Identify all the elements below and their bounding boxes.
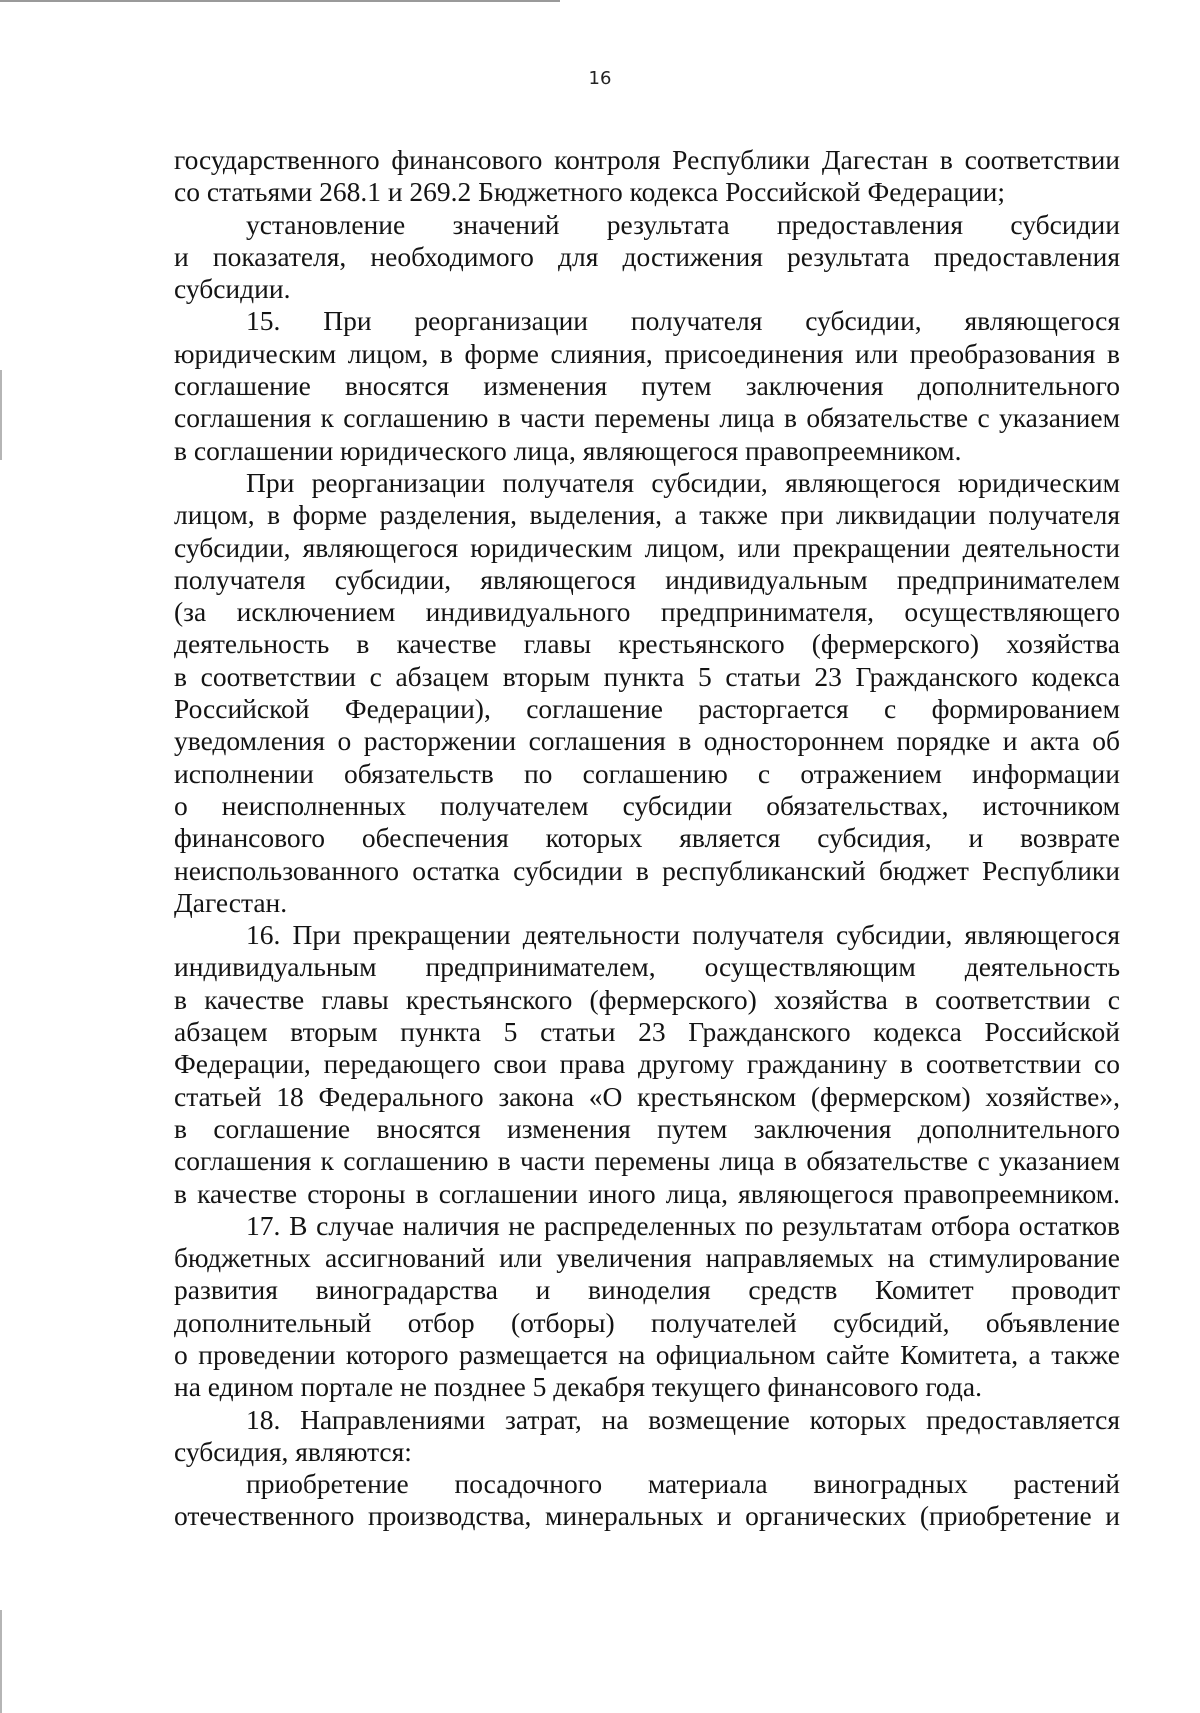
text-line: дополнительный отбор (отборы) получателей субсидий, объявление [174, 1306, 1120, 1338]
text-line: субсидии, являющегося юридическим лицом, или прекращении деятельности [174, 531, 1120, 563]
text-line: государственного финансового контроля Республики Дагестан в соответствии [174, 144, 1120, 175]
text-line: уведомления о расторжении соглашения в одностороннем порядке и акта об [174, 725, 1120, 757]
scan-edge-left-bottom [0, 1610, 2, 1713]
text-line: субсидии. [174, 273, 291, 305]
text-line: в качестве главы крестьянского (фермерского) хозяйства в соответствии с [174, 983, 1120, 1015]
text-line: приобретение посадочного материала виноградных растений [246, 1468, 1120, 1500]
text-line: лицом, в форме разделения, выделения, а также при ликвидации получателя [174, 499, 1120, 531]
text-line: установление значений результата предоставления субсидии [246, 208, 1120, 240]
document-body [174, 144, 1120, 1533]
text-line: о проведении которого размещается на официальном сайте Комитета, а также [174, 1338, 1120, 1370]
text-line: 18. Направлениями затрат, на возмещение которых предоставляется [246, 1403, 1120, 1435]
text-line: бюджетных ассигнований или увеличения направляемых на стимулирование [174, 1242, 1120, 1274]
text-line: субсидия, являются: [174, 1435, 412, 1467]
text-line: финансового обеспечения которых является субсидия, и возврате [174, 822, 1120, 854]
scan-edge-top [0, 0, 560, 2]
text-line: При реорганизации получателя субсидии, являющегося юридическим [246, 466, 1120, 498]
text-line: отечественного производства, минеральных и органических (приобретение и [174, 1500, 1120, 1532]
text-line: получателя субсидии, являющегося индивидуальным предпринимателем [174, 563, 1120, 595]
text-line: деятельность в качестве главы крестьянского (фермерского) хозяйства [174, 628, 1120, 660]
text-line: в соглашение вносятся изменения путем заключения дополнительного [174, 1112, 1120, 1144]
page-number: 16 [588, 68, 612, 89]
text-line: в качестве стороны в соглашении иного лица, являющегося правопреемником. [174, 1177, 1120, 1209]
text-line: соглашения к соглашению в части перемены лица в обязательстве с указанием [174, 402, 1120, 434]
text-line: Дагестан. [174, 886, 288, 918]
text-line: со статьями 268.1 и 269.2 Бюджетного кодекса Российской Федерации; [174, 176, 1005, 208]
text-line: и показателя, необходимого для достижения результата предоставления [174, 240, 1120, 272]
text-line: соглашения к соглашению в части перемены лица в обязательстве с указанием [174, 1145, 1120, 1177]
text-line: исполнении обязательств по соглашению с отражением информации [174, 757, 1120, 789]
text-line: 17. В случае наличия не распределенных по результатам отбора остатков [246, 1209, 1120, 1241]
text-line: абзацем вторым пункта 5 статьи 23 Гражданского кодекса Российской [174, 1016, 1120, 1048]
text-line: на едином портале не позднее 5 декабря текущего финансового года. [174, 1371, 982, 1403]
text-line: в соглашении юридического лица, являющегося правопреемником. [174, 434, 962, 466]
text-line: неиспользованного остатка субсидии в республиканский бюджет Республики [174, 854, 1120, 886]
text-line: юридическим лицом, в форме слияния, присоединения или преобразования в [174, 337, 1120, 369]
text-line: развития виноградарства и виноделия средств Комитет проводит [174, 1274, 1120, 1306]
scan-edge-left [0, 370, 2, 460]
text-line: о неисполненных получателем субсидии обязательствах, источником [174, 789, 1120, 821]
text-line: статьей 18 Федерального закона «О крестьянском (фермерском) хозяйстве», [174, 1080, 1120, 1112]
text-line: в соответствии с абзацем вторым пункта 5 статьи 23 Гражданского кодекса [174, 660, 1120, 692]
text-line: 15. При реорганизации получателя субсидии, являющегося [246, 305, 1120, 337]
text-line: (за исключением индивидуального предпринимателя, осуществляющего [174, 596, 1120, 628]
text-line: Федерации, передающего свои права другому гражданину в соответствии со [174, 1048, 1120, 1080]
text-line: индивидуальным предпринимателем, осуществляющим деятельность [174, 951, 1120, 983]
text-line: соглашение вносятся изменения путем заключения дополнительного [174, 370, 1120, 402]
text-line: 16. При прекращении деятельности получателя субсидии, являющегося [246, 919, 1120, 951]
text-line: Российской Федерации), соглашение расторгается с формированием [174, 693, 1120, 725]
